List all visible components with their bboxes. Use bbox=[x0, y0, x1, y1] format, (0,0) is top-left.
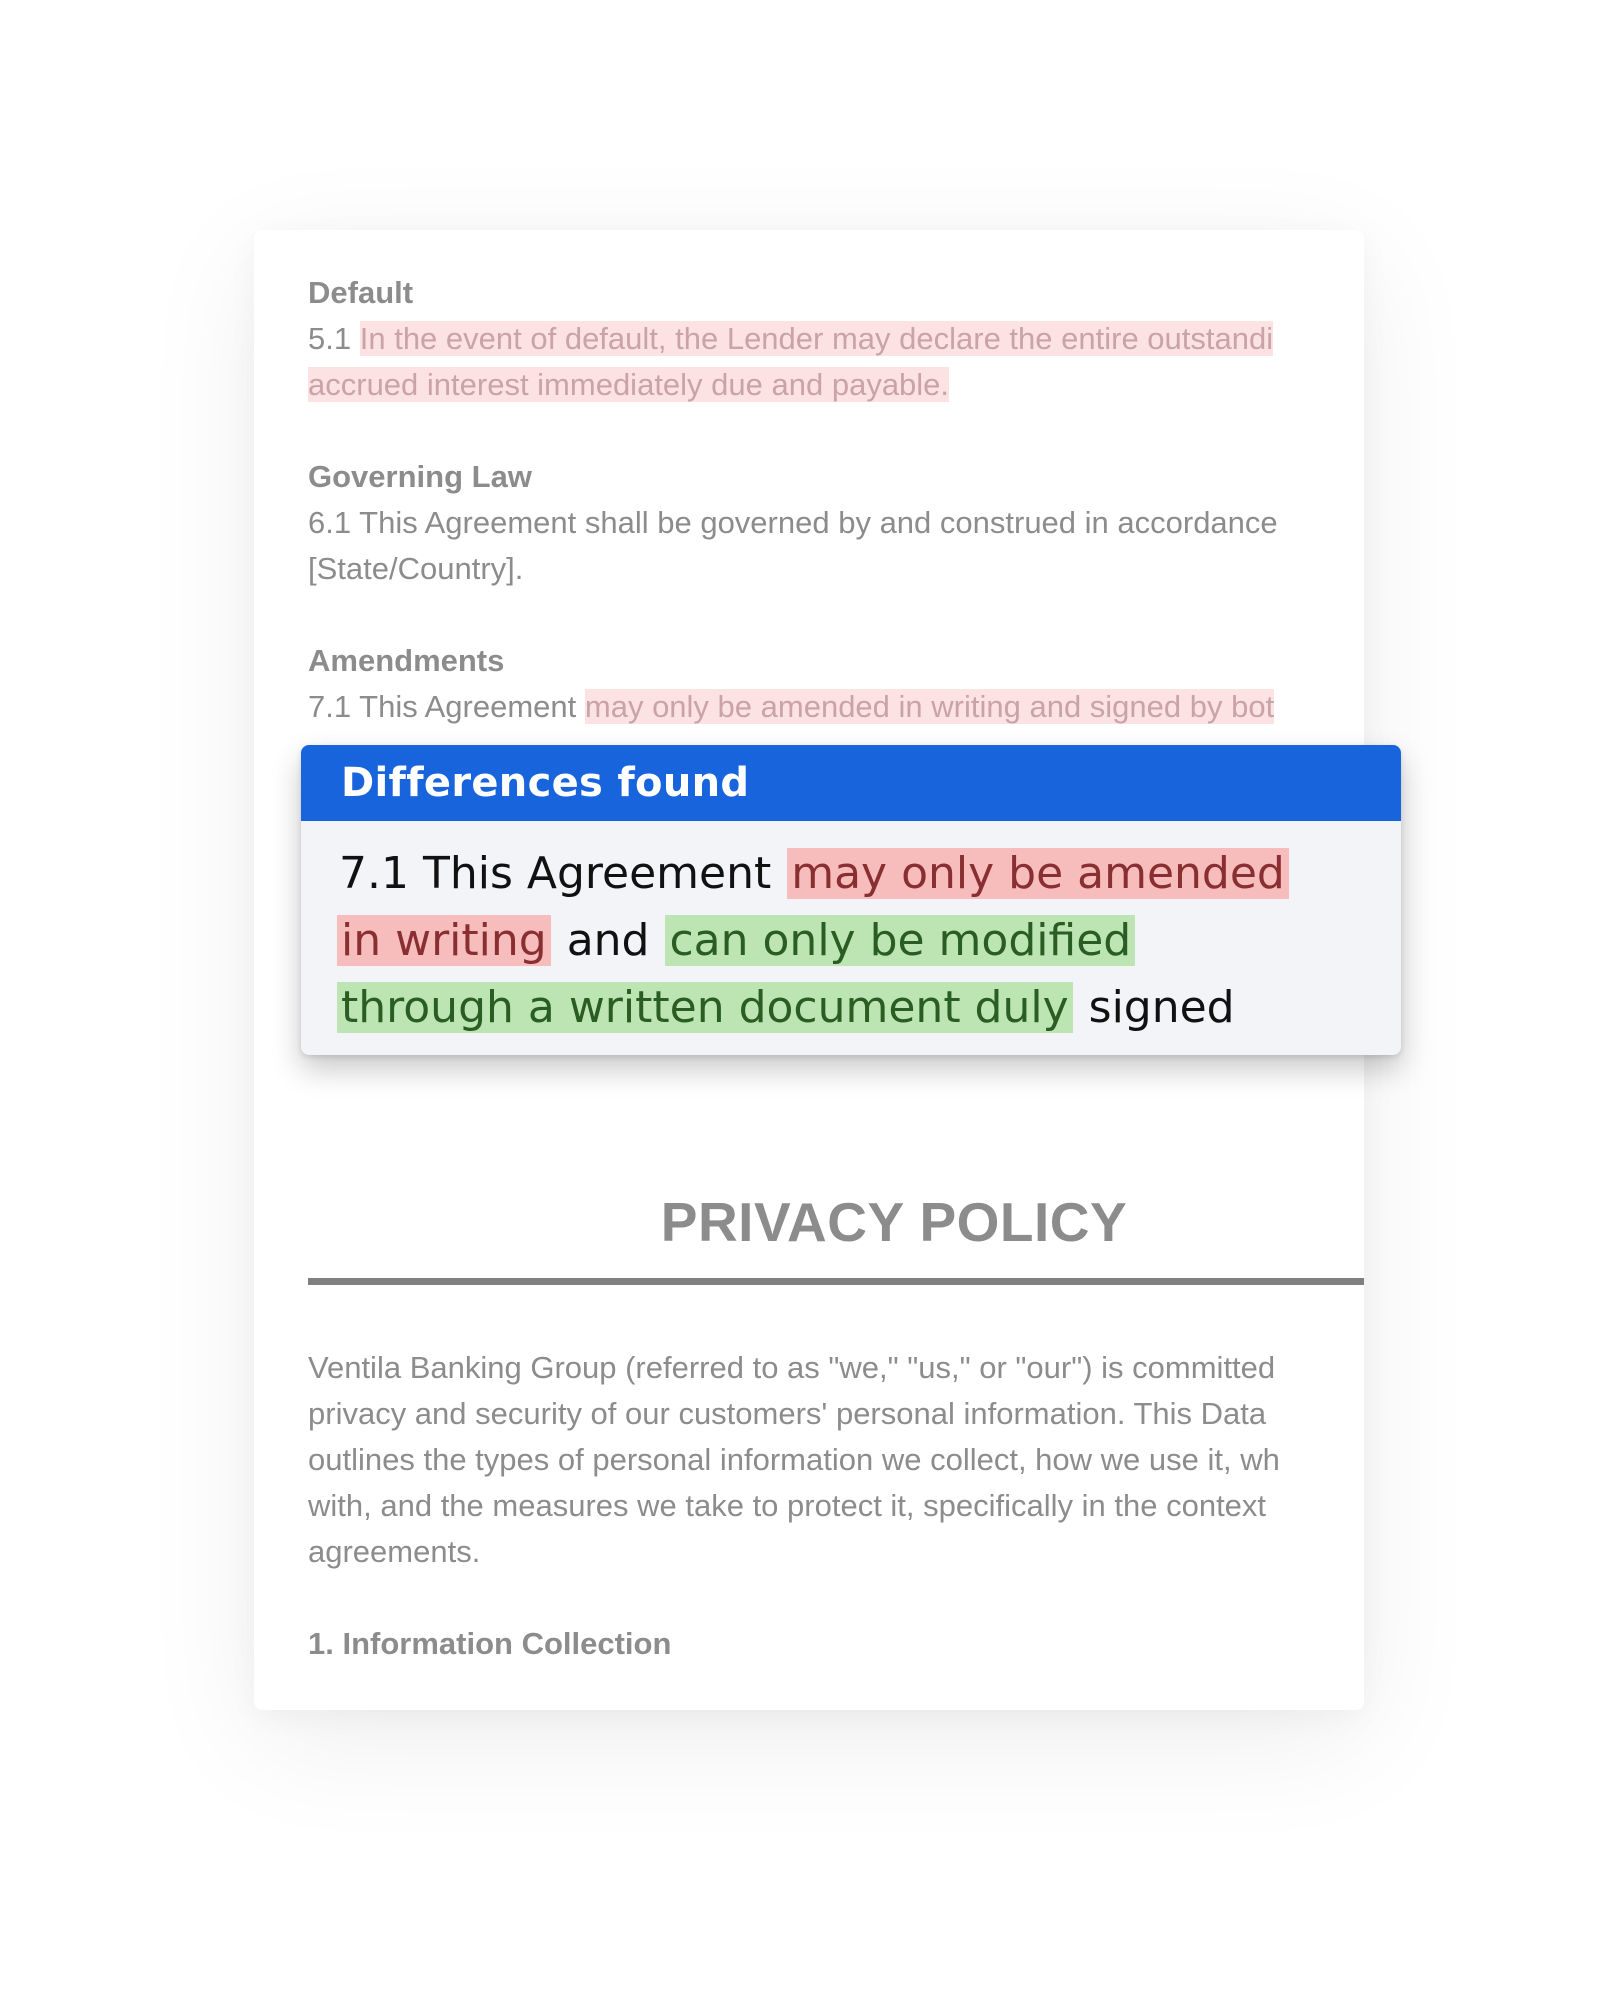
diff-line bbox=[337, 840, 1401, 907]
section-text-line bbox=[308, 362, 1364, 408]
clause-number: 5.1 bbox=[308, 321, 352, 356]
paragraph-line: agreements. bbox=[308, 1534, 481, 1569]
unchanged-text: 7.1 This Agreement bbox=[339, 848, 772, 899]
section-text-line bbox=[308, 684, 1364, 730]
clause-prefix: 7.1 This Agreement bbox=[308, 689, 577, 724]
diff-line bbox=[337, 907, 1401, 974]
paragraph-line: Ventila Banking Group (referred to as "we," "us," or "our") is committed bbox=[308, 1350, 1276, 1385]
section-amendments bbox=[308, 638, 1364, 730]
paragraph-line: with, and the measures we take to protect it, specifically in the context bbox=[308, 1488, 1267, 1523]
document-body bbox=[308, 270, 1364, 776]
section-governing-law bbox=[308, 454, 1364, 592]
paragraph-line: outlines the types of personal information we collect, how we use it, wh bbox=[308, 1442, 1280, 1477]
section-text-line bbox=[308, 316, 1364, 362]
deleted-text: may only be amended bbox=[787, 848, 1289, 899]
added-text: can only be modified bbox=[665, 915, 1135, 966]
title-divider bbox=[308, 1278, 1364, 1285]
paragraph-line: privacy and security of our customers' personal information. This Data bbox=[308, 1396, 1267, 1431]
unchanged-text: signed bbox=[1088, 982, 1235, 1033]
added-text: through a written document duly bbox=[337, 982, 1073, 1033]
unchanged-text: and bbox=[566, 915, 650, 966]
deleted-text-highlight: In the event of default, the Lender may declare the entire outstandi bbox=[359, 321, 1274, 356]
differences-popup-body bbox=[301, 821, 1401, 1041]
deleted-text-highlight: accrued interest immediately due and payable. bbox=[308, 367, 950, 402]
deleted-text: in writing bbox=[337, 915, 551, 966]
section-text-line: 6.1 This Agreement shall be governed by and construed in accordance bbox=[308, 505, 1278, 540]
diff-line bbox=[337, 974, 1401, 1041]
section-text-line: [State/Country]. bbox=[308, 551, 524, 586]
section-title: Amendments bbox=[308, 643, 505, 678]
differences-popup-header: Differences found bbox=[301, 745, 1401, 821]
privacy-section-title: 1. Information Collection bbox=[308, 1626, 672, 1661]
privacy-policy-title: PRIVACY POLICY bbox=[660, 1191, 1128, 1253]
privacy-paragraph bbox=[308, 1345, 1364, 1667]
differences-popup bbox=[301, 745, 1401, 1055]
deleted-text-highlight: may only be amended in writing and signed by bot bbox=[584, 689, 1275, 724]
section-default bbox=[308, 270, 1364, 408]
section-title: Default bbox=[308, 275, 414, 310]
section-title: Governing Law bbox=[308, 459, 532, 494]
